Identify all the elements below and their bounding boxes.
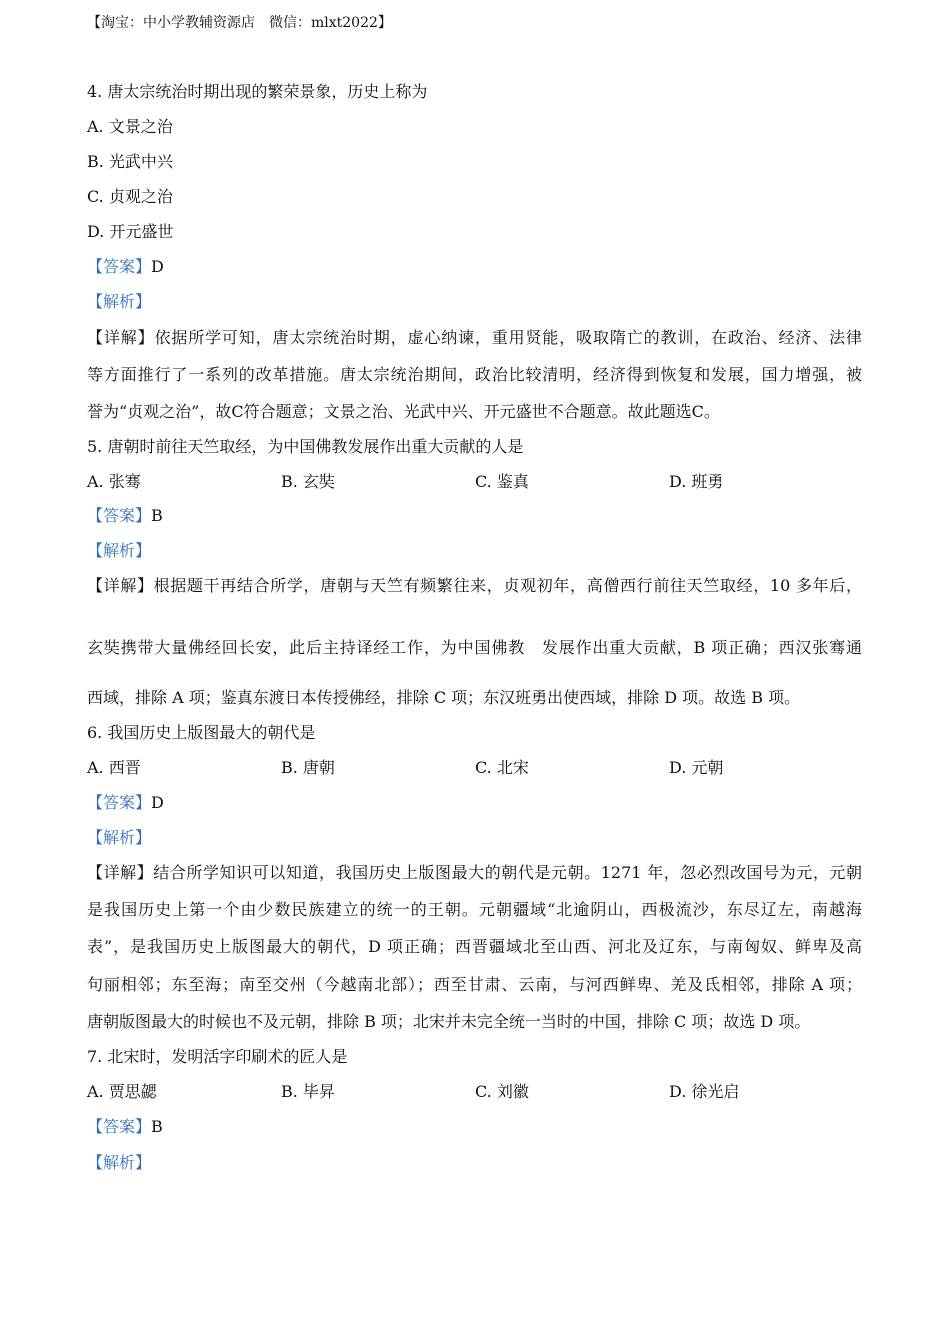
question-6-detail-line: 句丽相邻；东至海；南至交州（今越南北部）；西至甘肃、云南，与河西鲜卑、羌及氐相邻，排除 A 项； (87, 975, 862, 994)
question-6-analysis-label: 【解析】 (87, 828, 152, 847)
question-6-answer (87, 793, 164, 813)
question-4-stem: 4. 唐太宗统治时期出现的繁荣景象，历史上称为 (87, 82, 428, 101)
question-7-option-b: B. 毕昇 (281, 1082, 335, 1101)
answer-label: 【答案】 (87, 506, 152, 525)
question-5-detail-line: 【详解】根据题干再结合所学，唐朝与天竺有频繁往来，贞观初年，高僧西行前往天竺取经，10 多年后， (87, 576, 862, 595)
answer-label: 【答案】 (87, 257, 152, 276)
question-6-detail-line: 表”，是我国历史上版图最大的朝代，D 项正确；西晋疆域北至山西、河北及辽东，与南匈奴、鲜卑及高 (87, 937, 862, 956)
question-5-answer (87, 506, 163, 526)
question-7-stem: 7. 北宋时，发明活字印刷术的匠人是 (87, 1047, 348, 1066)
question-7-analysis-label: 【解析】 (87, 1153, 152, 1172)
question-4-answer (87, 257, 164, 277)
question-5-detail-line: 玄奘携带大量佛经回长安，此后主持译经工作，为中国佛教 发展作出重大贡献，B 项正确；西汉张骞通 (87, 638, 862, 657)
question-6-option-c: C. 北宋 (475, 758, 529, 777)
question-5-option-a: A. 张骞 (87, 472, 141, 491)
question-4-detail-line: 等方面推行了一系列的改革措施。唐太宗统治期间，政治比较清明，经济得到恢复和发展，国力增强，被 (87, 365, 862, 384)
question-4-option-d: D. 开元盛世 (87, 222, 174, 241)
page-header: 【淘宝：中小学教辅资源店 微信：mlxt2022】 (87, 15, 392, 31)
question-6-option-b: B. 唐朝 (281, 758, 335, 777)
question-4-detail-line: 【详解】依据所学可知，唐太宗统治时期，虚心纳谏，重用贤能，吸取隋亡的教训，在政治、经济、法律 (87, 328, 862, 347)
question-5-option-d: D. 班勇 (669, 472, 724, 491)
question-4-detail-line: 誉为“贞观之治”，故C符合题意；文景之治、光武中兴、开元盛世不合题意。故此题选C。 (87, 402, 720, 421)
question-5-option-c: C. 鉴真 (475, 472, 529, 491)
question-6-option-d: D. 元朝 (669, 758, 724, 777)
question-7-option-a: A. 贾思勰 (87, 1082, 157, 1101)
answer-value: B (151, 1117, 163, 1136)
question-7-answer (87, 1117, 163, 1137)
question-7-option-c: C. 刘徽 (475, 1082, 529, 1101)
question-6-stem: 6. 我国历史上版图最大的朝代是 (87, 723, 316, 742)
answer-value: B (151, 506, 163, 525)
question-4-option-b: B. 光武中兴 (87, 152, 173, 171)
answer-label: 【答案】 (87, 1117, 152, 1136)
question-5-detail-line: 西域，排除 A 项；鉴真东渡日本传授佛经，排除 C 项；东汉班勇出使西域，排除 D 项。故选 B 项。 (87, 688, 801, 707)
question-6-detail-line: 是我国历史上第一个由少数民族建立的统一的王朝。元朝疆域“北逾阴山，西极流沙，东尽辽左，南越海 (87, 900, 862, 919)
answer-value: D (151, 257, 164, 276)
question-6-detail-line: 【详解】结合所学知识可以知道，我国历史上版图最大的朝代是元朝。1271 年，忽必烈改国号为元，元朝 (87, 863, 862, 882)
question-5-analysis-label: 【解析】 (87, 541, 152, 560)
question-7-option-d: D. 徐光启 (669, 1082, 740, 1101)
question-5-option-b: B. 玄奘 (281, 472, 335, 491)
answer-label: 【答案】 (87, 793, 152, 812)
question-6-detail-line: 唐朝版图最大的时候也不及元朝，排除 B 项；北宋并未完全统一当时的中国，排除 C 项；故选 D 项。 (87, 1012, 811, 1031)
question-4-option-a: A. 文景之治 (87, 117, 173, 136)
question-6-option-a: A. 西晋 (87, 758, 141, 777)
question-4-analysis-label: 【解析】 (87, 292, 152, 311)
answer-value: D (151, 793, 164, 812)
question-4-option-c: C. 贞观之治 (87, 187, 173, 206)
question-5-stem: 5. 唐朝时前往天竺取经，为中国佛教发展作出重大贡献的人是 (87, 437, 524, 456)
